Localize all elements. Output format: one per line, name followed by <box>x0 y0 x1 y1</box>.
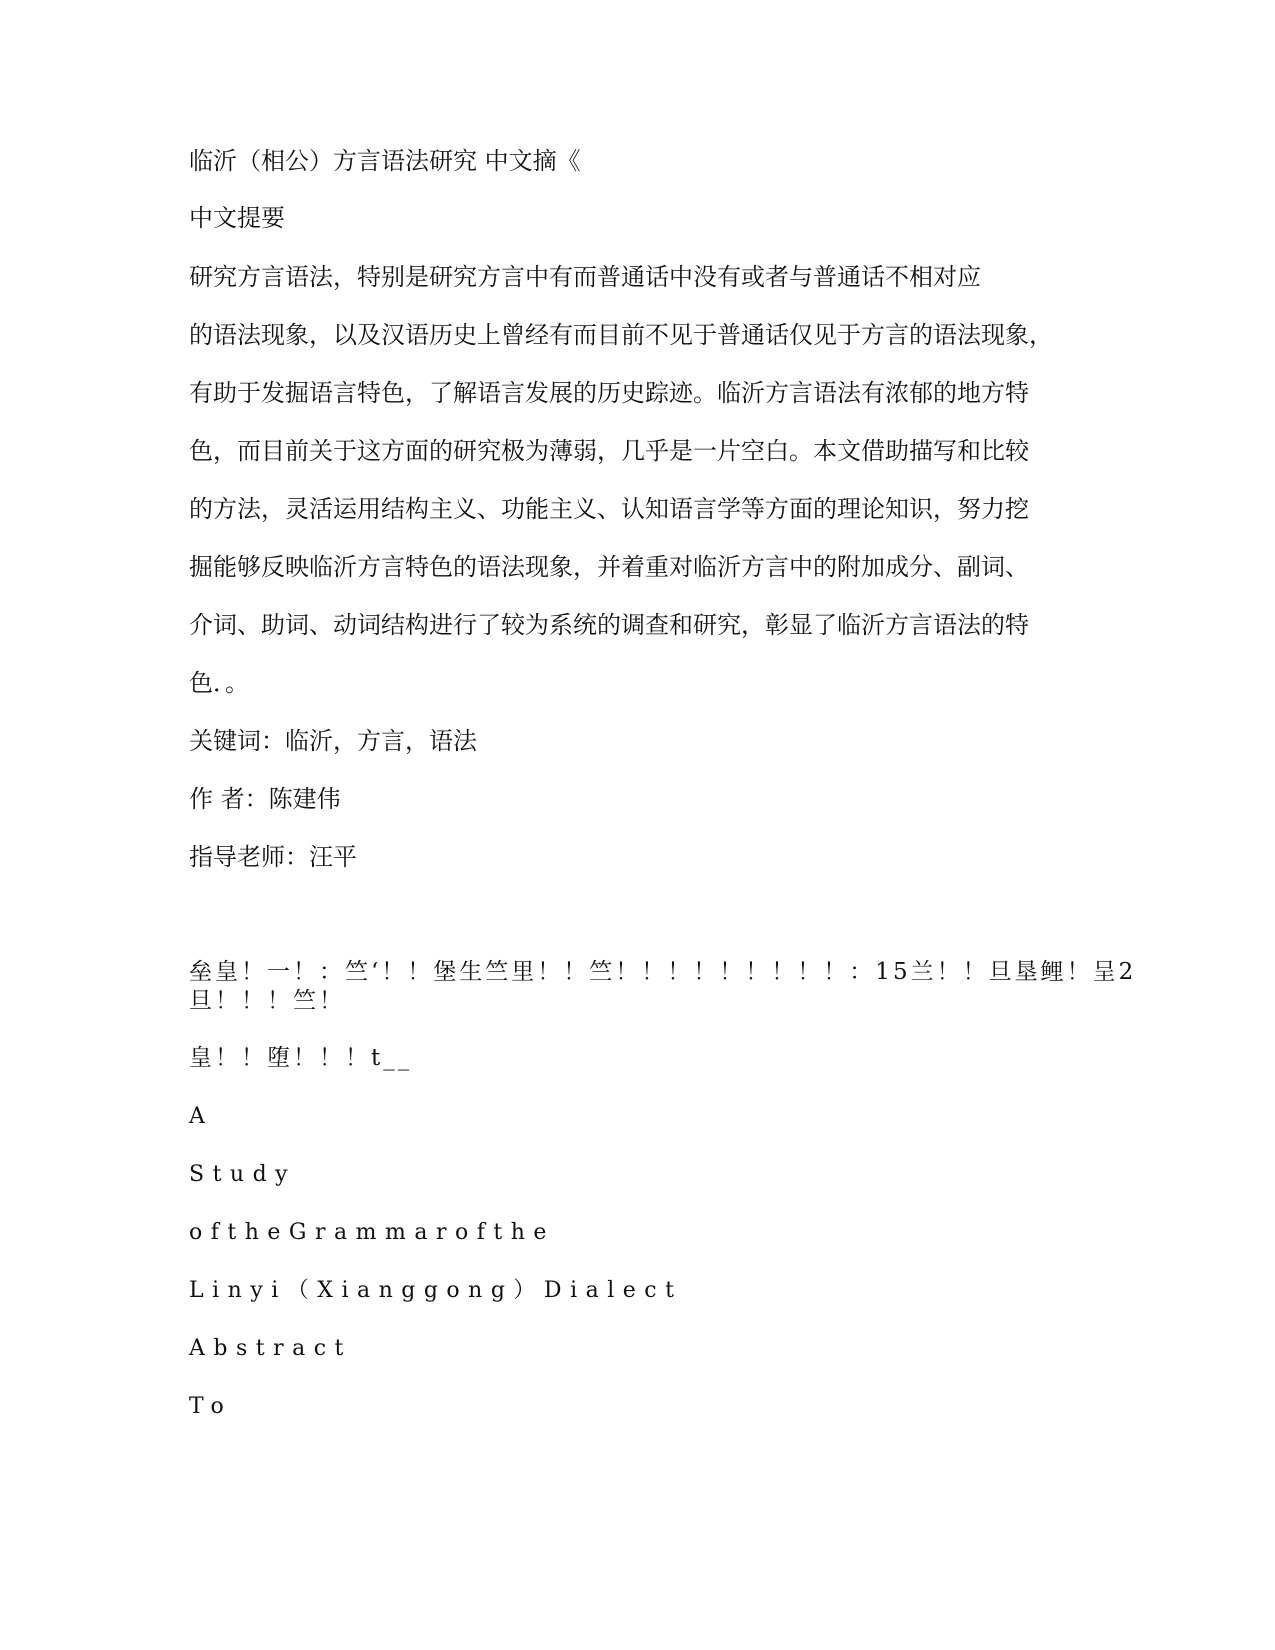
abstract-heading: 中文提要 <box>189 204 285 232</box>
garbled-text-line: 旦！！！竺！ <box>189 988 345 1014</box>
author-line: 作 者：陈建伟 <box>189 785 341 813</box>
advisor-line: 指导老师：汪平 <box>189 843 357 871</box>
abstract-line: 研究方言语法，特别是研究方言中有而普通话中没有或者与普通话不相对应 <box>189 263 981 291</box>
garbled-text-line: 垒皇！一！：竺‘！！堡生竺里！！竺！！！！！！！！！：15兰！！旦垦鲤！呈2 <box>189 959 1137 985</box>
garbled-text-line: 皇！！堕！！！t__ <box>189 1045 413 1071</box>
keywords-line: 关键词：临沂，方言，语法 <box>189 727 477 755</box>
abstract-line: 的方法，灵活运用结构主义、功能主义、认知语言学等方面的理论知识，努力挖 <box>189 495 1029 523</box>
english-abstract-line: To <box>189 1394 233 1419</box>
abstract-line: 的语法现象，以及汉语历史上曾经有而目前不见于普通话仅见于方言的语法现象， <box>189 321 1053 349</box>
english-abstract-heading: Abstract <box>189 1336 352 1361</box>
english-title-line: Study <box>189 1162 297 1187</box>
document-title-line: 临沂（相公）方言语法研究 中文摘《 <box>189 147 581 175</box>
abstract-line: 有助于发掘语言特色，了解语言发展的历史踪迹。临沂方言语法有浓郁的地方特 <box>189 379 1029 407</box>
english-title-line: A <box>189 1104 214 1129</box>
english-title-line: oftheGrammarofthe <box>189 1220 555 1245</box>
abstract-line: 色．。 <box>189 669 249 697</box>
english-title-line: Linyi（Xianggong）Dialect <box>189 1278 683 1303</box>
abstract-line: 色，而目前关于这方面的研究极为薄弱，几乎是一片空白。本文借助描写和比较 <box>189 437 1029 465</box>
abstract-line: 掘能够反映临沂方言特色的语法现象，并着重对临沂方言中的附加成分、副词、 <box>189 553 1029 581</box>
abstract-line: 介词、助词、动词结构进行了较为系统的调查和研究，彰显了临沂方言语法的特 <box>189 611 1029 639</box>
